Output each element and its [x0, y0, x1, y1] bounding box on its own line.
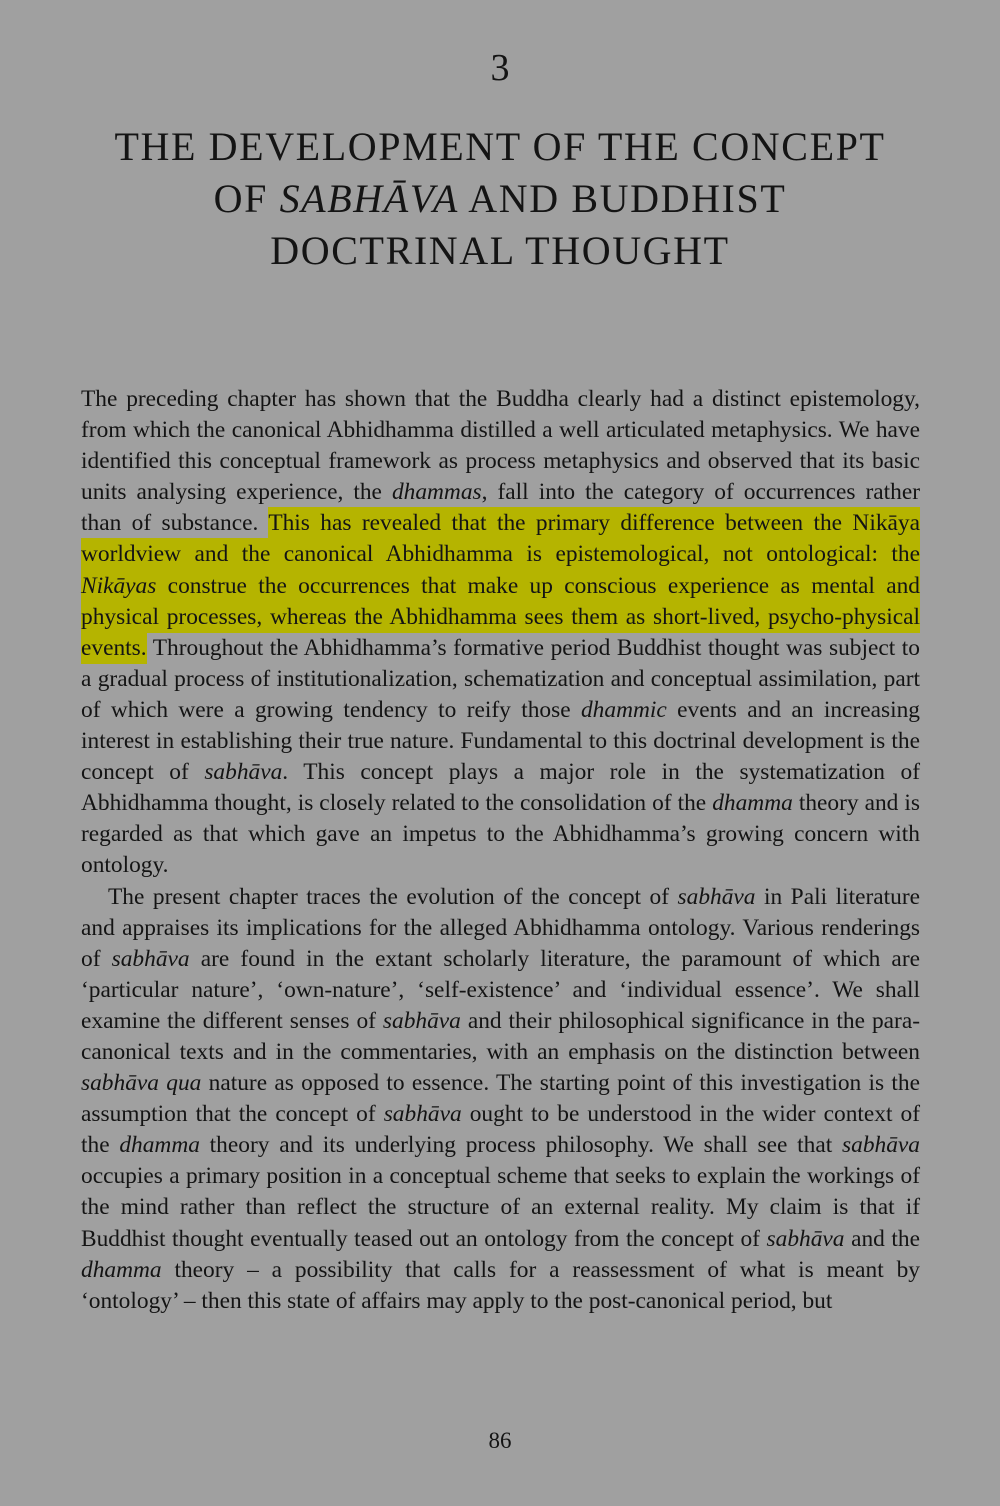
text-run: nature as opposed to essence. The starting point of this investigation is the assumption that the concept of — [81, 1070, 920, 1128]
text-run: are found in the extant scholarly literature, the paramount of which are ‘particular nature’, ‘own-nature’, ‘self-existence’ and ‘individual essence’. We shall examine the different senses of — [81, 945, 920, 1034]
chapter-number: 3 — [490, 47, 510, 89]
text-run: theory – a possibility that calls for a reassessment of what is meant by ‘ontology’ – then this state of affairs may apply to the post-canonical period, but — [81, 1256, 920, 1314]
highlighted-italic-term: Nikāyas — [81, 572, 157, 599]
text-run: , fall into the category of occurrences rather than of substance. — [81, 479, 920, 537]
italic-term: sabhāva — [382, 1007, 461, 1034]
chapter-title-and: AND BUDDHIST — [458, 176, 787, 221]
paragraph-1 — [81, 384, 920, 882]
page-number: 86 — [488, 1428, 512, 1453]
text-run: Throughout the Abhidhamma’s formative period Buddhist thought was subject to a gradual process of institutionalization, schematization and conceptual assimilation, part of which were a growing tendency to reify those — [81, 634, 920, 723]
highlighted-text: This has revealed that the primary difference between the Nikāya worldview and the canonical Abhidhamma is epistemological, not ontological: the — [81, 510, 920, 568]
chapter-title-of: OF — [213, 176, 280, 221]
italic-term: sabhāva — [677, 883, 756, 910]
italic-term: sabhāva — [842, 1132, 920, 1159]
italic-term: dhamma — [81, 1256, 162, 1283]
text-run: occupies a primary position in a conceptual scheme that seeks to explain the workings of the mind rather than reflect the structure of an external reality. My claim is that if Buddhist thought eventually teased out an ontology from the concept of — [81, 1163, 920, 1252]
italic-term: sabhāva — [111, 945, 190, 972]
text-run: and the — [844, 1225, 920, 1252]
text-run: events and an increasing interest in establishing their true nature. Fundamental to this doctrinal development is the concept of — [81, 696, 920, 786]
chapter-title-line-2 — [0, 173, 1000, 225]
italic-term: dhamma — [712, 790, 793, 817]
text-run: The preceding chapter has shown that the Buddha clearly had a distinct epistemology, from which the canonical Abhidhamma distilled a well articulated metaphysics. We have identified this conceptual framework as process metaphysics and observed that its basic units analysing experience, the — [81, 386, 920, 506]
text-run: theory and its underlying process philosophy. We shall see that — [199, 1132, 843, 1159]
chapter-title-line-3: DOCTRINAL THOUGHT — [270, 228, 730, 273]
chapter-title — [0, 121, 1000, 277]
chapter-title-line-1: THE DEVELOPMENT OF THE CONCEPT — [114, 124, 886, 169]
text-run: and their philosophical significance in the para-canonical texts and in the commentaries, with an emphasis on the distinction between — [81, 1007, 920, 1065]
italic-term: sabhāva — [204, 759, 283, 786]
text-run: The present chapter traces the evolution of the concept of — [108, 883, 678, 910]
text-run: theory and is regarded as that which gave an impetus to the Abhidhamma’s growing concern with ontology. — [81, 790, 920, 879]
highlighted-text: construe the occurrences that make up conscious experience as mental and physical processes, whereas the Abhidhamma sees them as short-lived, psycho-physical events. — [81, 572, 920, 661]
chapter-title-term: SABHĀVA — [279, 176, 459, 221]
body-text — [81, 384, 920, 1317]
paragraph-2 — [81, 882, 920, 1317]
text-run: . This concept plays a major role in the systematization of Abhidhamma thought, is closely related to the consolidation of the — [81, 759, 920, 817]
italic-term: dhamma — [119, 1132, 200, 1159]
italic-term: sabhāva — [383, 1101, 462, 1128]
text-run: in Pali literature and appraises its implications for the alleged Abhidhamma ontology. Various renderings of — [81, 883, 920, 972]
italic-term: dhammic — [580, 696, 667, 723]
italic-term: dhammas — [391, 479, 482, 506]
italic-term: sabhāva — [766, 1225, 845, 1252]
text-run: ought to be understood in the wider context of the — [81, 1101, 921, 1159]
italic-term: sabhāva qua — [81, 1070, 202, 1097]
